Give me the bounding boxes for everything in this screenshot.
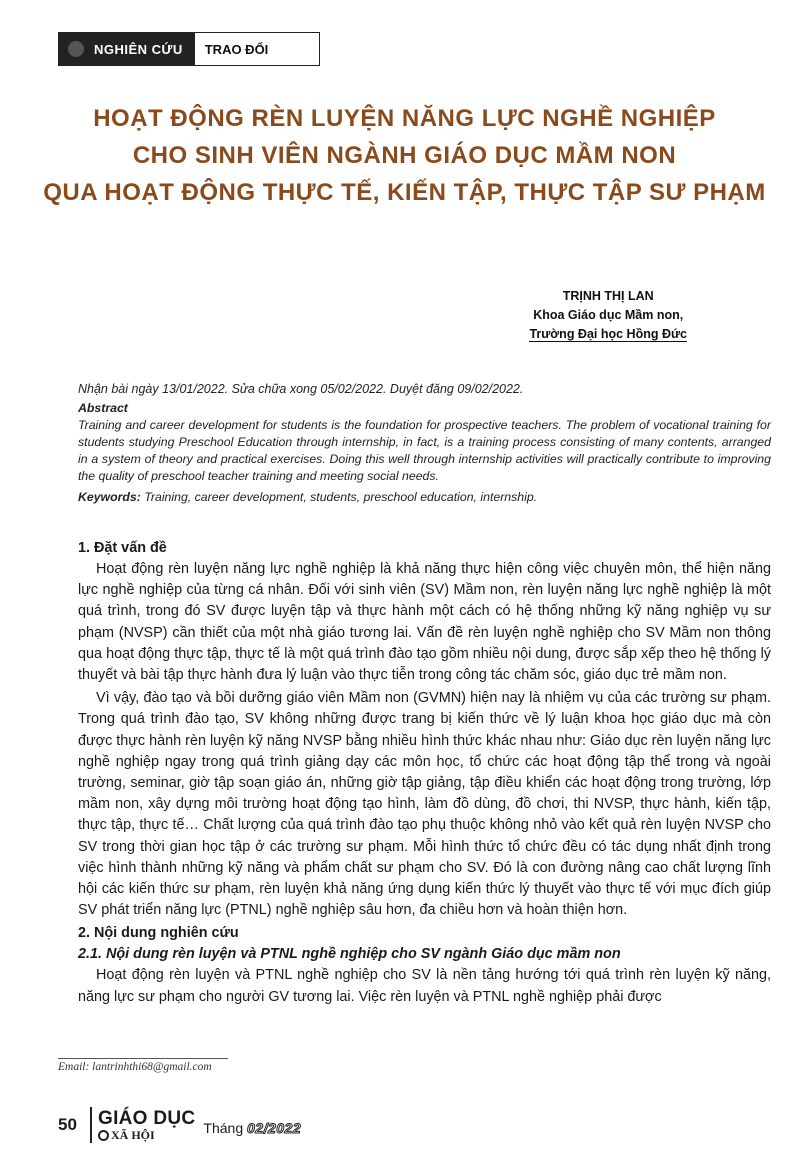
divider <box>90 1107 92 1143</box>
article-body <box>78 538 771 1008</box>
article-title <box>40 100 769 211</box>
title-line-3: QUA HOẠT ĐỘNG THỰC TẾ, KIẾN TẬP, THỰC TẬP SƯ PHẠM <box>43 179 766 206</box>
page-number: 50 <box>58 1115 77 1134</box>
logo-line-2: XÃ HỘI <box>98 1129 195 1141</box>
section-1-heading: 1. Đặt vấn đề <box>78 540 167 556</box>
submission-dates: Nhận bài ngày 13/01/2022. Sửa chữa xong 05/02/2022. Duyệt đăng 09/02/2022. <box>78 382 524 396</box>
author-affiliation-2: Trường Đại học Hồng Đức <box>529 327 687 341</box>
abstract-text: Training and career development for students is the foundation for prospective teachers. The problem of vocational training for students studying Preschool Education through internship, in fact, is a training process consisting of many contents, arranged in a system of theory and practical exercises. Doing this well through internship activities will practically contribute to improving the quality of preschool teacher training and meeting social needs. <box>78 418 771 483</box>
paragraph: Vì vậy, đào tạo và bồi dưỡng giáo viên Mầm non (GVMN) hiện nay là nhiệm vụ của các trường sư phạm. Trong quá trình đào tạo, SV không những được trang bị kiến thức về lý luận khoa học giáo dục mà còn được thực hành rèn luyện kỹ năng NVSP bằng nhiều hình thức khác nhau như: Giáo dục rèn luyện năng lực nghề nghiệp ngay trong quá trình giảng dạy các môn học, tổ chức các hoạt động tập thể trong và ngoài trường, seminar, giờ tập soạn giáo án, những giờ tập giảng, tập điều khiển các hoạt động trong trường, lớp mầm non, xây dựng môi trường hoạt động tạo hình, làm đồ dùng, đồ chơi, thi NVSP, thực hành, kiến tập, thực tập, thực tế… Chất lượng của quá trình đào tạo phụ thuộc không nhỏ vào kết quả rèn luyện NVSP cho SV trong thời gian học tập ở các trường sư phạm. Mỗi hình thức tổ chức đều có tác dụng nhất định trong việc hình thành những kỹ năng và phẩm chất sư phạm cho SV. Đó là con đường nâng cao chất lượng lĩnh hội các kiến thức sư phạm, rèn luyện khả năng ứng dụng kiến thức lý thuyết vào thực tế với mục đích giúp SV phát triển năng lực (PTNL) nghề nghiệp sâu hơn, đa chiều hơn và hoàn thiện hơn. <box>78 690 771 919</box>
keywords-text: Training, career development, students, preschool education, internship. <box>140 490 538 504</box>
author-name: TRỊNH THỊ LAN <box>562 289 654 303</box>
logo-line-1: GIÁO DỤC <box>98 1108 196 1129</box>
author-block <box>529 287 687 344</box>
title-line-2: CHO SINH VIÊN NGÀNH GIÁO DỤC MẦM NON <box>132 142 677 169</box>
footnote-rule <box>58 1058 228 1059</box>
abstract-block <box>78 400 771 506</box>
journal-logo <box>98 1109 195 1141</box>
section-2-heading: 2. Nội dung nghiên cứu <box>78 925 239 942</box>
keywords <box>78 489 771 506</box>
subsection-label: TRAO ĐỔI <box>204 41 269 57</box>
subsection-2-1-heading: 2.1. Nội dung rèn luyện và PTNL nghề nghiệp cho SV ngành Giáo dục mầm non <box>78 946 621 963</box>
section-header <box>58 32 320 66</box>
subsection-tag <box>195 32 320 66</box>
footnote-email: Email: lantrinhthi68@gmail.com <box>58 1061 212 1073</box>
title-line-1: HOẠT ĐỘNG RÈN LUYỆN NĂNG LỰC NGHỀ NGHIỆP <box>93 105 716 132</box>
circle-icon <box>68 41 84 57</box>
section-label: NGHIÊN CỨU <box>94 41 183 57</box>
keywords-label: Keywords: <box>78 490 141 504</box>
author-affiliation-1: Khoa Giáo dục Mầm non, <box>533 308 684 322</box>
globe-icon <box>98 1130 109 1141</box>
page-footer <box>58 1100 378 1150</box>
paragraph: Hoạt động rèn luyện năng lực nghề nghiệp là khả năng thực hiện công việc chuyên môn, thể hiện năng lực nghề nghiệp của từng cá nhân. Đối với sinh viên (SV) Mầm non, rèn luyện năng lực nghề nghiệp là một quá trình, trong đó SV được luyện tập và thực hành một cách có hệ thống những kỹ năng nghiệp vụ sư phạm (NVSP) cần thiết của một nhà giáo tương lai. Vấn đề rèn luyện nghề nghiệp cho SV Mầm non thông qua hoạt động thực tập, thực tế là một quá trình đào tạo gồm nhiều nội dung, được sắp xếp theo hệ thống lý thuyết và bài tập thực hành đưa lý luận vào thực tiễn trong công tác chăm sóc, giáo dục trẻ mầm non. <box>78 561 771 684</box>
issue-date: Tháng 02/2022 <box>203 1120 302 1136</box>
abstract-heading: Abstract <box>78 401 128 415</box>
section-tag <box>58 32 195 66</box>
issue-number: 02/2022 <box>247 1120 302 1136</box>
paragraph: Hoạt động rèn luyện và PTNL nghề nghiệp cho SV là nền tảng hướng tới quá trình rèn luyện kỹ năng, năng lực sư phạm cho người GV tương lai. Việc rèn luyện và PTNL nghề nghiệp phải được <box>78 967 771 1005</box>
